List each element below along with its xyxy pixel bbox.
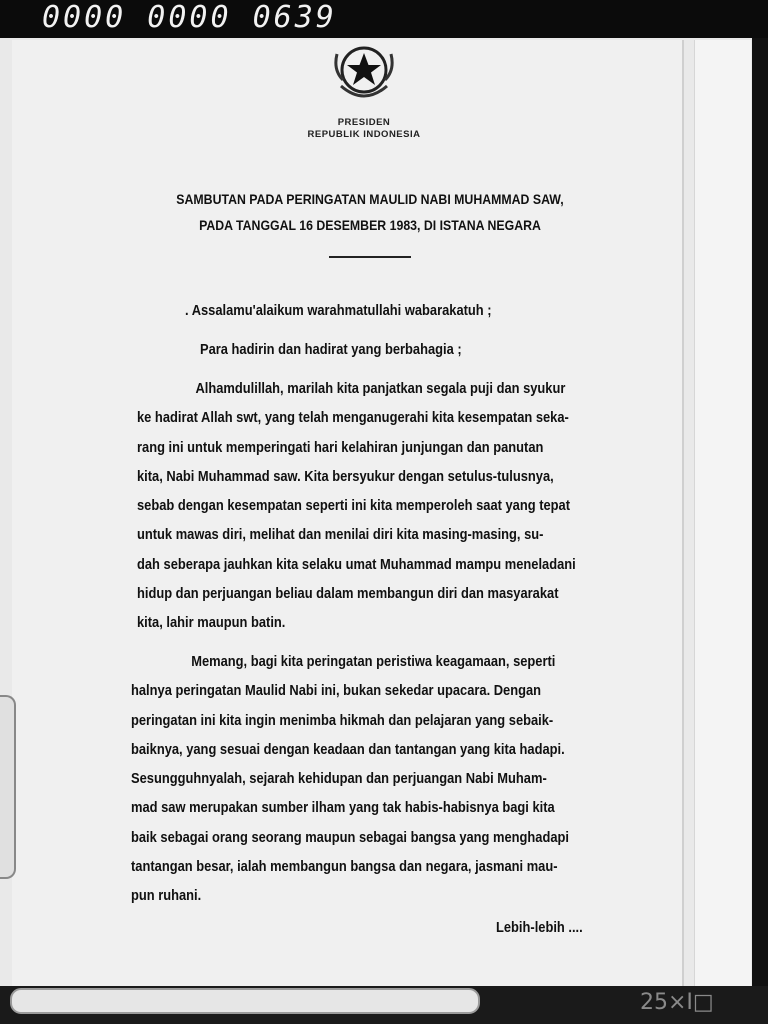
reduction-mark: 25×I□ [640, 990, 714, 1015]
para2-line: baik sebagai orang seorang maupun sebagai bangsa yang menghadapi [131, 828, 569, 846]
letterhead-line1: PRESIDEN [337, 117, 391, 128]
continuation-text: Lebih-lebih .... [496, 919, 583, 936]
right-margin-strip [694, 40, 751, 986]
para1-line: ke hadirat Allah swt, yang telah menganugerahi kita kesempatan seka- [137, 409, 569, 427]
para1-line: kita, lahir maupun batin. [137, 614, 286, 632]
greeting-line-2 [200, 341, 613, 370]
para1-line: hidup dan perjuangan beliau dalam membangun diri dan masyarakat [137, 585, 559, 603]
film-clip-bar [10, 988, 480, 1014]
document-title [150, 186, 590, 238]
para2-line: tantangan besar, ialah membangun bangsa dan negara, jasmani mau- [131, 858, 558, 876]
greeting-text-1: . Assalamu'alaikum warahmatullahi wabarakatuh ; [185, 302, 492, 319]
para2-line: mad saw merupakan sumber ilham yang tak habis-habisnya bagi kita [131, 799, 555, 817]
para1-line: kita, Nabi Muhammad saw. Kita bersyukur dengan setulus-tulusnya, [137, 467, 554, 485]
frame-code: 0000 0000 0639 [42, 0, 337, 35]
title-line2: PADA TANGGAL 16 DESEMBER 1983, DI ISTANA NEGARA [199, 217, 541, 233]
left-edge-tab [0, 695, 16, 879]
para2-line: Memang, bagi kita peringatan peristiwa keagamaan, seperti [191, 653, 556, 670]
para1-line: Alhamdulillah, marilah kita panjatkan segala puji dan syukur [195, 380, 566, 397]
para1-line: rang ini untuk memperingati hari kelahiran junjungan dan panutan [137, 438, 544, 456]
para2-line: Sesungguhnyalah, sejarah kehidupan dan perjuangan Nabi Muham- [131, 770, 547, 788]
para2-line: halnya peringatan Maulid Nabi ini, bukan sekedar upacara. Dengan [131, 682, 542, 700]
garuda-emblem-icon [323, 40, 405, 104]
para1-line: dah seberapa jauhkan kita selaku umat Muhammad mampu meneladani [137, 555, 576, 573]
greeting-line-1 [185, 302, 598, 331]
film-header [0, 0, 768, 38]
paragraph-1 [137, 380, 576, 644]
letterhead [258, 117, 470, 141]
letterhead-line2: REPUBLIK INDONESIA [307, 129, 421, 140]
title-underline [329, 256, 411, 258]
para2-line: baiknya, yang sesuai dengan keadaan dan tantangan yang kita hadapi. [131, 740, 565, 758]
title-line1: SAMBUTAN PADA PERINGATAN MAULID NABI MUHAMMAD SAW, [176, 191, 564, 207]
greeting-text-2: Para hadirin dan hadirat yang berbahagia ; [200, 341, 462, 358]
para2-line: pun ruhani. [131, 887, 202, 905]
para1-line: sebab dengan kesempatan seperti ini kita memperoleh saat yang tepat [137, 497, 571, 515]
para1-line: untuk mawas diri, melihat dan menilai diri kita masing-masing, su- [137, 526, 544, 544]
para2-line: peringatan ini kita ingin menimba hikmah dan pelajaran yang sebaik- [131, 711, 554, 729]
paragraph-2 [131, 653, 569, 917]
